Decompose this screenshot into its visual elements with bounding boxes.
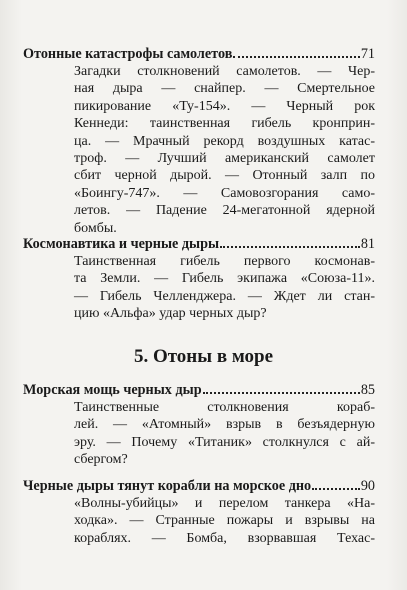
description-line: сбергом?: [74, 452, 128, 468]
toc-entry-title-row: [23, 44, 375, 63]
description-line: ная дыра — снайпер. — Смертельное: [74, 81, 375, 97]
toc-entry-description: [74, 63, 375, 237]
description-line: лей. — «Атомный» взрыв в безъядерную: [74, 417, 375, 433]
toc-entry: [23, 44, 375, 237]
description-line: Таинственные столкновения кораб-: [74, 400, 375, 415]
toc-entry-title: Отонные катастрофы самолетов: [23, 46, 233, 62]
description-line: «Волны-убийцы» и перелом танкера «На-: [74, 496, 375, 511]
description-line: сбит черной дырой. — Отонный залп по: [74, 168, 375, 184]
description-line: — Гибель Челленджера. — Ждет ли стан-: [74, 288, 375, 304]
section-heading: 5. Отоны в море: [133, 346, 274, 367]
toc-page-number: 90: [360, 478, 375, 494]
toc-entry-description: [74, 253, 375, 323]
description-line: бомбы.: [74, 220, 117, 236]
description-line: кораблях. — Бомба, взорвавшая Техас-: [74, 530, 375, 546]
toc-leader-dots: [203, 380, 360, 394]
description-line: ходка». — Странные пожары и взрывы на: [74, 513, 375, 529]
description-line: Таинственная гибель первого космонав-: [74, 254, 375, 269]
toc-leader-dots: [233, 44, 359, 58]
description-line: эру. — Почему «Титаник» столкнулся с ай-: [74, 434, 375, 450]
toc-entry-title-row: [23, 476, 375, 495]
description-line: ца. — Мрачный рекорд воздушных катас-: [74, 133, 375, 149]
toc-entry: [23, 476, 375, 547]
toc-page-number: 85: [360, 382, 375, 398]
description-line: троф. — Лучший американский самолет: [74, 151, 375, 167]
toc-leader-dots: [220, 234, 360, 248]
toc-leader-dots: [312, 476, 360, 490]
page-edge-right: [387, 0, 407, 590]
toc-page-number: 81: [360, 236, 375, 252]
toc-entry-description: [74, 399, 375, 469]
toc-page-number: 71: [360, 46, 375, 62]
page-edge-left: [0, 0, 22, 590]
description-line: та Земли. — Гибель экипажа «Союза-11».: [74, 271, 375, 287]
description-line: пикирование «Ту-154». — Черный рок: [74, 98, 375, 114]
description-line: летов. — Падение 24-мегатонной ядерной: [74, 203, 375, 219]
toc-entry: [23, 380, 375, 469]
toc-entry-title: Космонавтика и черные дыры: [23, 236, 220, 252]
toc-entry-title: Черные дыры тянут корабли на морское дно: [23, 478, 312, 494]
toc-entry: [23, 234, 375, 323]
toc-entry-title-row: [23, 380, 375, 399]
toc-entry-title-row: [23, 234, 375, 253]
toc-entry-title: Морская мощь черных дыр: [23, 382, 202, 398]
description-line: Кеннеди: таинственная гибель кронприн-: [74, 116, 375, 132]
description-line: Загадки столкновений самолетов. — Чер-: [74, 64, 375, 79]
description-line: «Боингу-747». — Самовозгорания само-: [74, 185, 375, 201]
description-line: цию «Альфа» удар черных дыр?: [74, 306, 267, 322]
toc-entry-description: [74, 495, 375, 547]
